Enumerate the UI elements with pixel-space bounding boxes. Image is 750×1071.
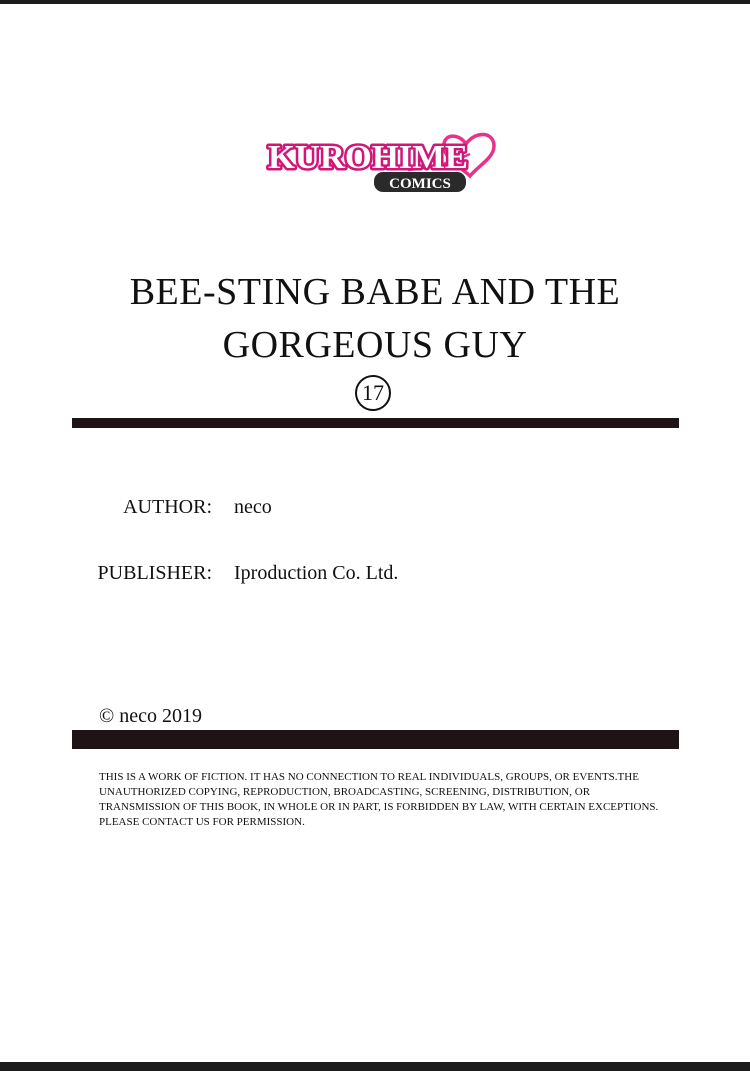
copyright-notice: © neco 2019 [99,705,202,727]
publisher-value: Iproduction Co. Ltd. [234,562,399,584]
book-title-line-2: GORGEOUS GUY [222,324,528,366]
title-divider [72,418,679,428]
logo-sub-text: COMICS [389,176,451,192]
kurohime-logo-graphic [258,114,498,198]
volume-number-badge: 17 [355,375,391,411]
author-label: AUTHOR: [123,496,212,518]
publisher-logo [258,114,498,198]
legal-disclaimer: THIS IS A WORK OF FICTION. IT HAS NO CONNECTION TO REAL INDIVIDUALS, GROUPS, OR EVENTS.THE UNAUTHORIZED COPYING, REPRODUCTION, BROADCASTING, SCREENING, DISTRIBUTION, OR TRANSMISSION OF THIS BOOK, IN WHOLE OR IN PART, IS FORBIDDEN BY LAW, WITH CERTAIN EXCEPTIONS. PLEASE CONTACT US FOR PERMISSION. [99,771,659,828]
book-title-line-1: BEE-STING BABE AND THE [129,271,621,313]
book-credits-page [0,4,750,1062]
copyright-divider [72,730,679,749]
logo-main-text: KUROHIME [268,139,468,176]
publisher-label: PUBLISHER: [97,562,212,584]
author-value: neco [234,496,272,518]
